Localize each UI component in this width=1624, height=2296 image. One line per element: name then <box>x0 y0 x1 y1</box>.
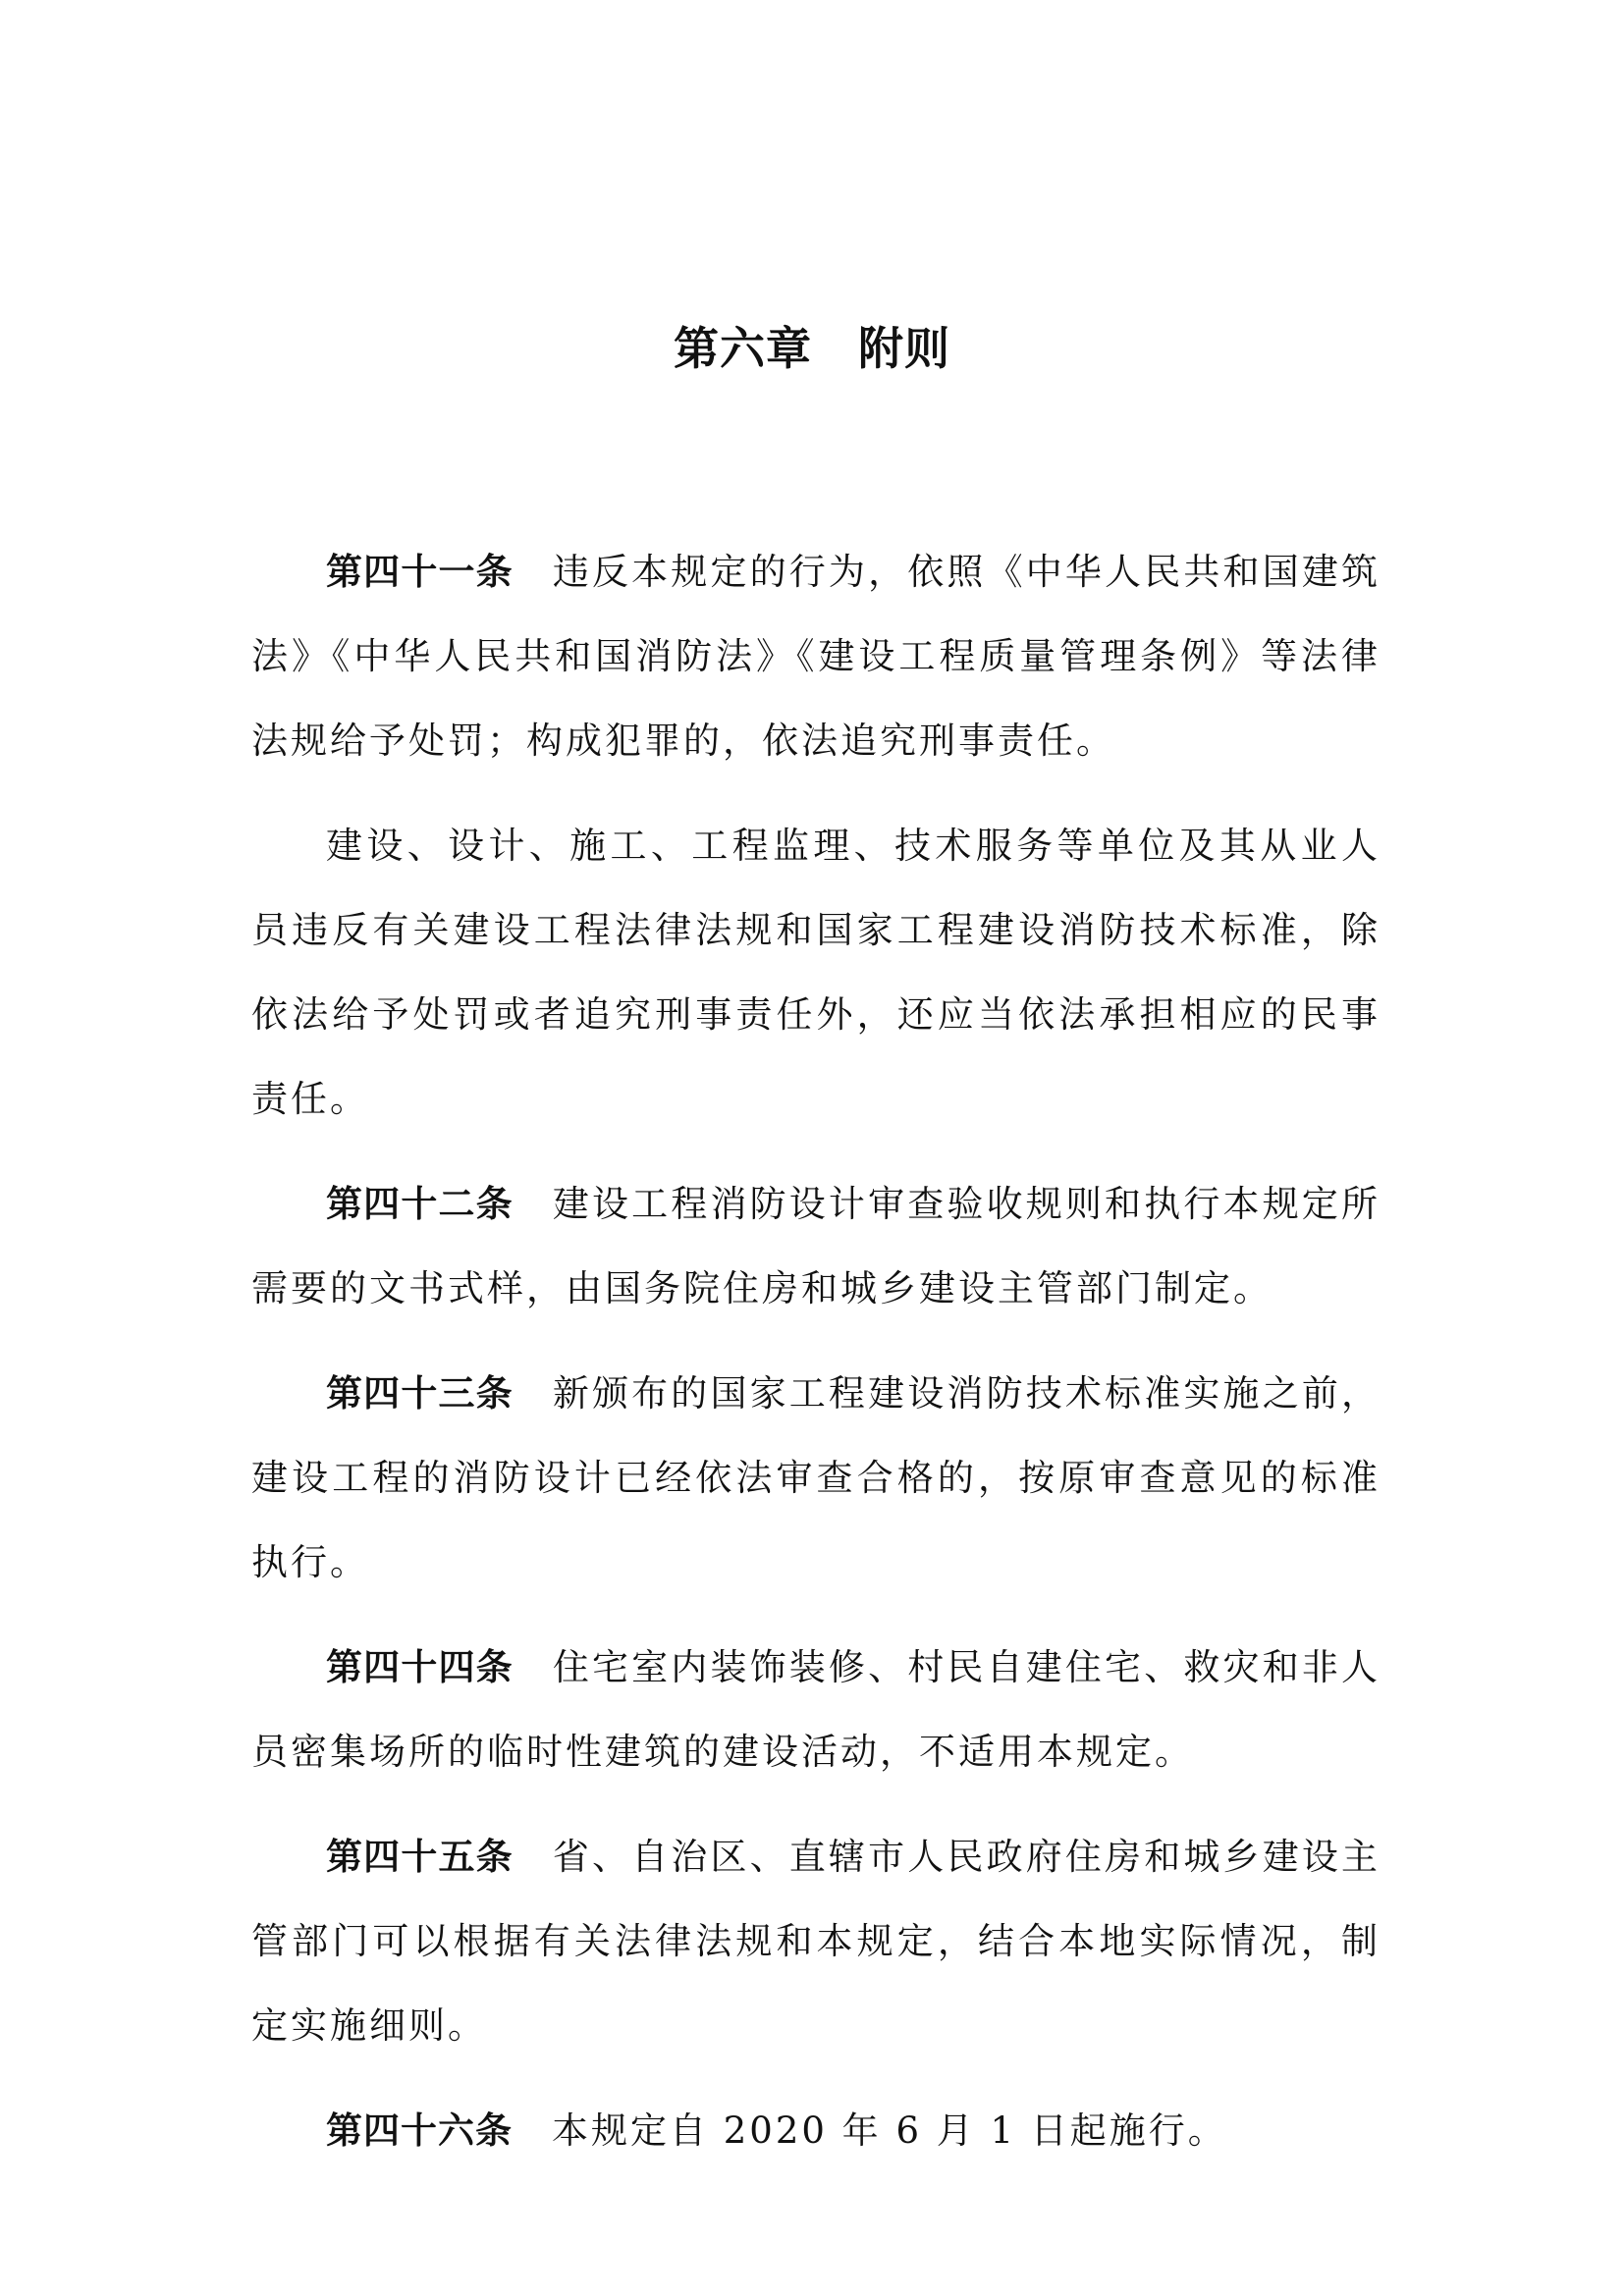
article-41 <box>251 530 1380 783</box>
article-text: 住宅室内装饰装修、村民自建住宅、救灾和非人员密集场所的临时性建筑的建设活动，不适用本规定。 <box>251 1646 1381 1773</box>
article-text: 违反本规定的行为，依照《中华人民共和国建筑法》《中华人民共和国消防法》《建设工程质量管理条例》等法律法规给予处罚；构成犯罪的，依法追究刑事责任。 <box>251 551 1381 762</box>
chapter-title: 第六章 附则 <box>674 322 950 375</box>
article-text: 建设、设计、施工、工程监理、技术服务等单位及其从业人员违反有关建设工程法律法规和国家工程建设消防技术标准，除依法给予处罚或者追究刑事责任外，还应当依法承担相应的民事责任。 <box>251 825 1380 1120</box>
article-text: 新颁布的国家工程建设消防技术标准实施之前，建设工程的消防设计已经依法审查合格的，按原审查意见的标准执行。 <box>251 1372 1381 1583</box>
article-label: 第四十四条 <box>326 1646 514 1688</box>
article-45 <box>251 1815 1380 2068</box>
article-42 <box>251 1162 1380 1331</box>
article-46 <box>251 2089 1380 2173</box>
article-label: 第四十六条 <box>326 2109 513 2152</box>
article-label: 第四十二条 <box>326 1183 514 1225</box>
article-text: 建设工程消防设计审查验收规则和执行本规定所需要的文书式样，由国务院住房和城乡建设主管部门制定。 <box>251 1183 1381 1309</box>
article-label: 第四十一条 <box>326 551 514 593</box>
article-41-paragraph-2 <box>251 804 1380 1142</box>
article-43 <box>251 1352 1380 1605</box>
article-label: 第四十五条 <box>326 1836 514 1878</box>
article-44 <box>251 1626 1380 1794</box>
document-body <box>251 530 1380 2173</box>
article-text: 省、自治区、直辖市人民政府住房和城乡建设主管部门可以根据有关法律法规和本规定，结合本地实际情况，制定实施细则。 <box>251 1836 1381 2047</box>
article-text: 本规定自 2020 年 6 月 1 日起施行。 <box>552 2109 1227 2152</box>
article-label: 第四十三条 <box>326 1372 514 1415</box>
